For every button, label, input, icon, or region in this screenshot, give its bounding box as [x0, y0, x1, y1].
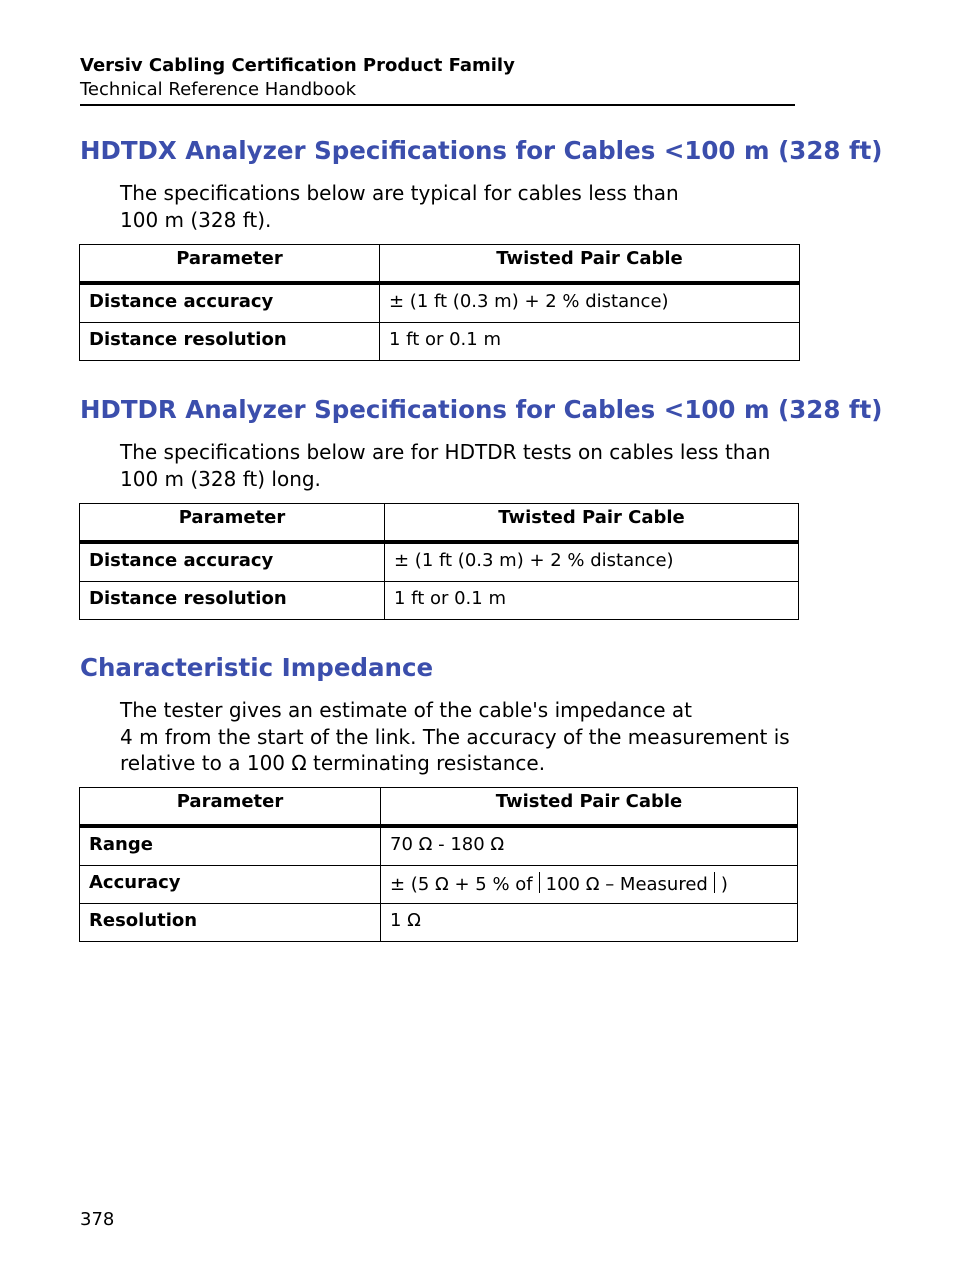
column-header-parameter: Parameter	[80, 245, 380, 284]
spec-table-hdtdr	[79, 503, 799, 620]
param-cell: Distance accuracy	[80, 542, 385, 582]
column-header-twisted-pair: Twisted Pair Cable	[380, 245, 800, 284]
section-heading-impedance: Characteristic Impedance	[80, 653, 434, 682]
section-intro-impedance: The tester gives an estimate of the cable's impedance at 4 m from the start of the link. The accuracy of the measurement is relative to a 100 Ω terminating resistance.	[120, 698, 790, 775]
value-cell: ± (1 ft (0.3 m) + 2 % distance)	[385, 542, 799, 582]
table-row	[80, 582, 799, 620]
value-cell: 1 ft or 0.1 m	[380, 323, 800, 361]
header-title: Versiv Cabling Certification Product Family	[80, 55, 515, 76]
table-header-row	[80, 788, 798, 827]
section-heading-hdtdr: HDTDR Analyzer Specifications for Cables <100 m (328 ft)	[80, 395, 883, 424]
param-cell: Distance resolution	[80, 582, 385, 620]
table-row	[80, 904, 798, 942]
param-cell: Distance accuracy	[80, 283, 380, 323]
param-cell: Range	[80, 826, 381, 866]
table-row	[80, 866, 798, 904]
table-header-row	[80, 504, 799, 543]
section-intro-hdtdx: The specifications below are typical for cables less than 100 m (328 ft).	[120, 181, 679, 232]
column-header-twisted-pair: Twisted Pair Cable	[385, 504, 799, 543]
spec-table-hdtdx	[79, 244, 800, 361]
table-row	[80, 542, 799, 582]
column-header-parameter: Parameter	[80, 788, 381, 827]
absolute-value-bar	[714, 872, 715, 893]
section-intro-hdtdr: The specifications below are for HDTDR tests on cables less than 100 m (328 ft) long.	[120, 440, 771, 491]
value-cell: ± (5 Ω + 5 % of 100 Ω – Measured )	[381, 866, 798, 904]
value-cell: ± (1 ft (0.3 m) + 2 % distance)	[380, 283, 800, 323]
running-header	[80, 54, 795, 106]
table-row	[80, 323, 800, 361]
value-cell: 70 Ω - 180 Ω	[381, 826, 798, 866]
absolute-value-bar	[539, 872, 540, 893]
column-header-twisted-pair: Twisted Pair Cable	[381, 788, 798, 827]
section-heading-hdtdx: HDTDX Analyzer Specifications for Cables <100 m (328 ft)	[80, 136, 883, 165]
table-header-row	[80, 245, 800, 284]
spec-table-impedance	[79, 787, 798, 942]
value-cell: 1 Ω	[381, 904, 798, 942]
value-cell: 1 ft or 0.1 m	[385, 582, 799, 620]
table-row	[80, 826, 798, 866]
param-cell: Accuracy	[80, 866, 381, 904]
param-cell: Resolution	[80, 904, 381, 942]
page-number: 378	[80, 1209, 115, 1230]
table-row	[80, 283, 800, 323]
header-subtitle: Technical Reference Handbook	[80, 79, 357, 100]
param-cell: Distance resolution	[80, 323, 380, 361]
column-header-parameter: Parameter	[80, 504, 385, 543]
